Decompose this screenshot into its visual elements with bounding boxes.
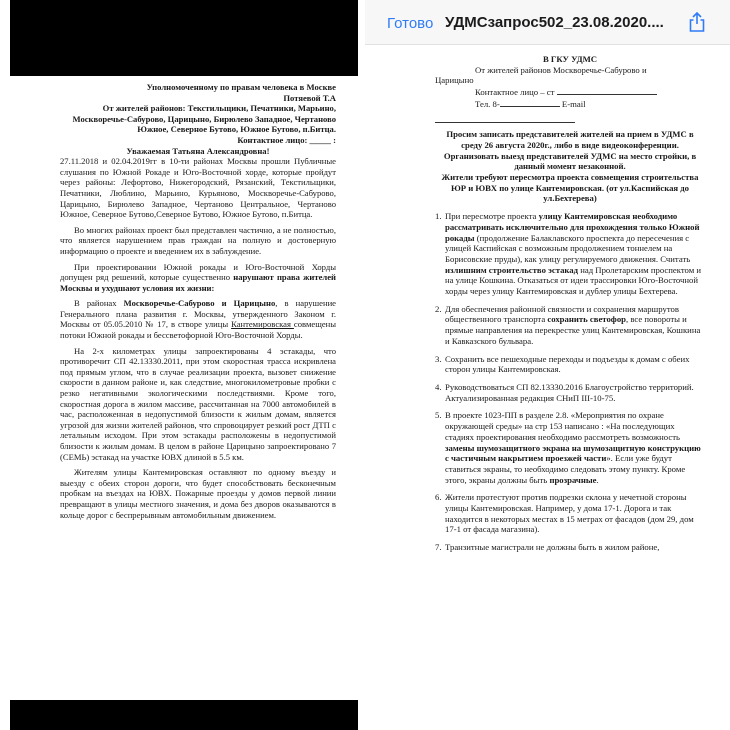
share-icon[interactable]	[687, 11, 707, 33]
sender-line-1: От жителей районов Москворечье-Сабурово и	[475, 64, 647, 75]
item-number: 7.	[435, 542, 442, 553]
item-text-part: Жители протестуют против подрезки склона у нечетной стороны улицы Кантемировская. Например, у дома 17-1. Дорога и так находится в некоторых местах в 15 метрах от фасадов (дом 29, дом 17-1 от фасада магазина).	[445, 492, 694, 535]
item-text	[445, 410, 705, 485]
p4-a: В районах	[74, 298, 124, 309]
item-text-part: При пересмотре проекта	[445, 211, 539, 222]
addressee-line-1: Уполномоченному по правам человека в Москве	[146, 82, 336, 92]
item-text	[445, 382, 705, 403]
document-viewer	[365, 0, 730, 730]
contact-label: Контактное лицо – ст	[475, 87, 555, 98]
done-button[interactable]: Готово	[387, 15, 434, 32]
item-number: 1.	[435, 211, 442, 222]
item-text-part: Транзитные магистрали не должны быть в жилом районе,	[445, 542, 660, 553]
redaction-bar-top	[10, 0, 358, 76]
contact-line: Контактное лицо: _____ :	[237, 134, 336, 145]
paragraph-residents: Жителям улицы Кантемировская оставляют по одному въезду и выезду с обеих сторон дороги, что будет способствовать бесконечным пробкам на въездах на ЮВХ. Пожарные проезды у домов первой линии превращают в улицы местного значения, и дома без дворов оказываются в кольце дорог с беспрерывным автомобильным движением.	[60, 467, 336, 520]
viewer-toolbar	[365, 0, 730, 45]
paragraph-districts	[60, 298, 336, 340]
item-number: 4.	[435, 381, 442, 392]
item-number: 3.	[435, 353, 442, 364]
item-text	[445, 542, 705, 553]
item-text-part: сохранить светофор	[547, 314, 626, 325]
request-item	[435, 542, 705, 553]
item-text-part: Для обеспечения районной связности и сохранения маршрутов общественного транспорта	[445, 303, 679, 325]
recipient: В ГКУ УДМС	[542, 54, 598, 64]
contact-line	[435, 86, 705, 98]
paragraph-decisions-text: При проектировании Южной рокады и Юго-Восточной Хорды допущен ряд решений, которые существенно	[60, 261, 336, 283]
email-label: E-mail	[561, 98, 586, 109]
request-items	[435, 211, 705, 553]
item-text	[445, 211, 705, 297]
phone-blank	[500, 98, 560, 107]
demand-paragraph: Жители требуют пересмотра проекта совмещения строительства ЮР и ЮВХ по улице Кантемировская. (от ул.Каспийская до ул.Бехтерева)	[441, 172, 699, 204]
item-number: 5.	[435, 410, 442, 421]
item-text-part: .	[596, 474, 599, 485]
item-text-part: излишним строительство эстакад	[445, 264, 579, 275]
item-text-part: В проекте 1023-ПП в разделе 2.8. «Мероприятия по охране окружающей среды» на стр 153 написано : «На последующих стадиях проектирования необходимо рассмотреть возможность	[445, 410, 680, 442]
item-text	[445, 354, 705, 375]
item-text-part: ». Если уже будут ставиться экраны, то необходимо следовать этому пункту. Кроме этого, экраны должны быть	[445, 453, 686, 485]
paragraph-hearings: 27.11.2018 и 02.04.2019гг в 10-ти районах Москвы прошли Публичные слушания по Южной Рокаде и Юго-Восточной хорде, которые пройдут через районы: Лефортово, Нижегородский, Рязанский, Текстильщики, Печатники, Люблино, Марьино, Курьяново, Москворечье-Сабурово, Царицыно, Бирюлево Западное, Чертаново Центральное, Чертаново Южное, Северное Бутово,Северное Бутово, Южное Бутово, п.Битца.	[60, 156, 336, 220]
redaction-bar-bottom	[10, 700, 358, 730]
paragraph-decisions-bold: нарушают права жителей Москвы и ухудшают условия их жизни:	[60, 272, 336, 293]
greeting: Уважаемая Татьяна Александровна!	[126, 145, 270, 156]
request-item	[435, 382, 705, 403]
letter-body	[60, 82, 336, 520]
request-paragraph: Просим записать представителей жителей на прием в УДМС в среду 26 августа 2020г., либо в виде видеоконференции. Организовать выезд представителей УДМС на место стройки, в данный момент незаконной.	[443, 129, 697, 172]
item-text-part: над Пролетарским проспектом и на улице Кошкина. Отказаться от идеи трассировки Юго-Восточной хорды через улицу Кантемировская и дублер улицы Бехтерева.	[445, 264, 702, 297]
item-text	[445, 304, 705, 347]
request-document	[435, 54, 705, 553]
paragraph-decisions	[60, 262, 336, 294]
request-item	[435, 211, 705, 297]
item-text-part: Руководствоваться СП 82.13330.2016 Благоустройство территорий. Актуализированная редакция СНиП III-10-75.	[445, 381, 694, 403]
contact-blank	[557, 86, 657, 95]
request-item	[435, 354, 705, 375]
item-number: 2.	[435, 303, 442, 314]
sender-list: От жителей районов: Текстильщики, Печатники, Марьино, Москворечье-Сабурово, Царицыно, Бирюлево Западное, Чертаново Южное, Северное Бутово, Южное Бутово, п.Битца.	[72, 103, 336, 135]
item-number: 6.	[435, 492, 442, 503]
item-text-part: замены шумозащитного экрана на шумозащитную конструкцию с частичным накрытием проезжей части	[445, 442, 701, 464]
file-title: УДМСзапрос502_23.08.2020....	[445, 14, 664, 31]
sender-line-2: Царицыно	[435, 75, 474, 86]
phone-label: Тел. 8-	[475, 98, 500, 109]
item-text-part: улицу Кантемировская необходимо рассматривать исключительно для прохождения только Южной рокады	[445, 211, 700, 243]
p4-e: совмещены потоки Южной рокады и бессветофорной Юго-Восточной Хорды.	[60, 319, 337, 341]
request-item	[435, 304, 705, 347]
item-text-part: (продолжение Балаклавского проспекта до пересечения с улицей Каспийская с возможным продолжением тоннелем на Борисовские пруды), как улицу регулируемого движения. Считать	[445, 232, 691, 264]
p4-c: , в нарушение Генерального плана развития г. Москвы, утвержденного Законом г. Москвы от 05.05.2010 № 17, в створе улицы	[60, 298, 336, 330]
item-text-part: , все повороты и прямые направления на перекрестке улиц Кантемировская, Кошкина и Кавказского бульвара.	[445, 314, 701, 346]
p4-b: Москворечье-Сабурово и Царицыно	[123, 298, 276, 309]
paragraph-partial: Во многих районах проект был представлен частично, а не полностью, что является нарушением прав граждан на полную и достоверную информацию о проекте и введением их в заблуждение.	[60, 224, 336, 256]
item-text-part: Сохранить все пешеходные переходы и подъезды к домам с обеих сторон улицы Кантемировская.	[445, 353, 690, 375]
request-item	[435, 410, 705, 485]
addressee-line-2: Потяевой Т.А	[283, 92, 336, 103]
request-item	[435, 492, 705, 535]
paragraph-overpasses: На 2-х километрах улицы запроектированы 4 эстакады, что противоречит СП 42.13330.2011, при этом скоростная трасса искривлена под прямым углом, что в случае реализации проекта, вызовет снижение скорости в данном районе и, как следствие, многокилометровые пробки с резко негативными экологическими последствиями. Кроме того, скоростная дорога в жилом массиве, рассчитанная на 7000 автомобилей в час, расположенная в недопустимой близости к жилым домам, является угрозой для жизни жителей районов, что спровоцирует резкий рост ДТП с летальным исходом. При этом эстакады расположены в недопустимой близости к жилым домам. В целом в районе Царицыно запроектировано 7 (СЕМЬ) эстакад на участке ЮВХ длиной в 5.5 км.	[60, 345, 336, 462]
phone-line	[435, 98, 705, 110]
signature-rule	[435, 114, 575, 123]
item-text-part: прозрачные	[549, 474, 597, 485]
p4-d: Кантемировская	[231, 319, 294, 330]
item-text	[445, 492, 705, 535]
